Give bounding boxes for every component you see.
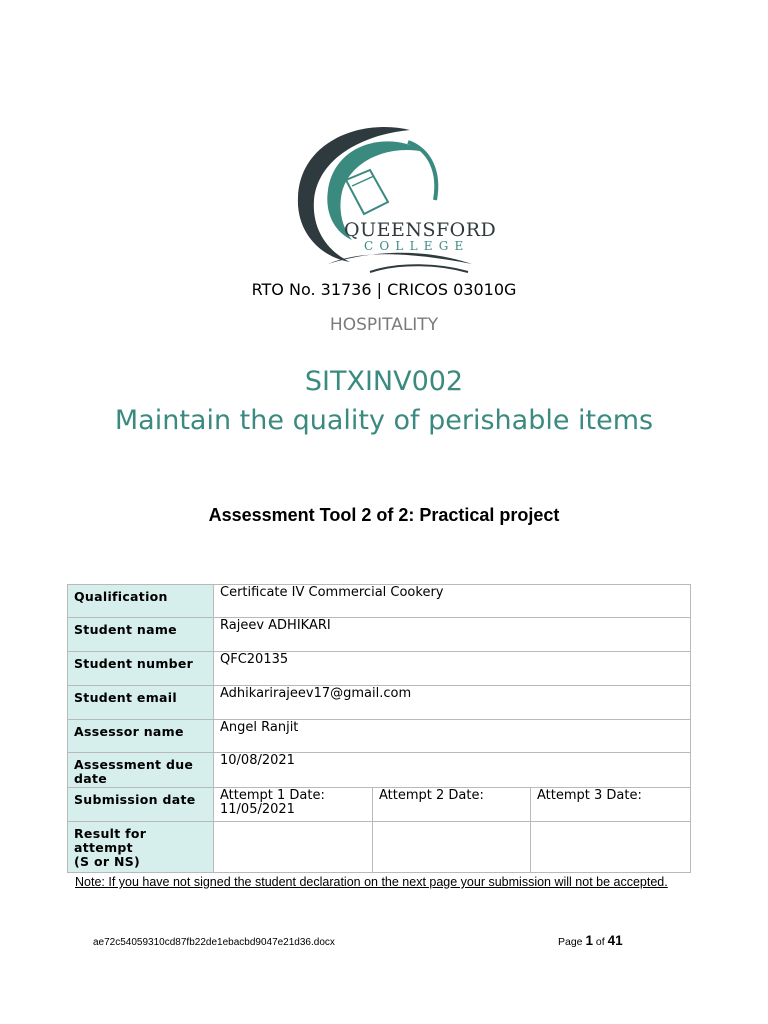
table-row xyxy=(68,618,691,652)
student-name-value: Rajeev ADHIKARI xyxy=(214,618,691,652)
attempt-3-date: Attempt 3 Date: xyxy=(531,788,691,822)
page-of: of xyxy=(595,936,605,948)
footer-filename: ae72c54059310cd87fb22de1ebacbd9047e21d36.docx xyxy=(93,937,335,948)
table-row xyxy=(68,686,691,720)
due-date-label: Assessment due date xyxy=(68,753,214,788)
submission-date-label: Submission date xyxy=(68,788,214,822)
assessor-name-value: Angel Ranjit xyxy=(214,720,691,753)
result-attempt-1 xyxy=(214,822,373,873)
attempt-2-date: Attempt 2 Date: xyxy=(373,788,531,822)
unit-title: Maintain the quality of perishable items xyxy=(114,405,654,436)
page-word: Page xyxy=(558,936,583,948)
table-row xyxy=(68,720,691,753)
result-label xyxy=(68,822,214,873)
student-number-label: Student number xyxy=(68,652,214,686)
footer-page-number xyxy=(558,933,623,948)
logo-wordmark-queensford: QUEENSFORD xyxy=(344,219,497,241)
table-row xyxy=(68,822,691,873)
student-details-table xyxy=(67,584,691,873)
table-row xyxy=(68,753,691,788)
student-number-value: QFC20135 xyxy=(214,652,691,686)
rto-number: RTO No. 31736 | CRICOS 03010G xyxy=(251,280,517,299)
college-logo xyxy=(290,122,490,277)
department-heading: HOSPITALITY xyxy=(329,315,439,335)
table-row xyxy=(68,652,691,686)
qualification-label: Qualification xyxy=(68,585,214,618)
page-total: 41 xyxy=(607,933,623,948)
attempt-1-date: Attempt 1 Date: 11/05/2021 xyxy=(214,788,373,822)
result-label-line1: Result for attempt xyxy=(74,826,147,855)
result-label-line2: (S or NS) xyxy=(74,854,141,869)
student-email-label: Student email xyxy=(68,686,214,720)
due-date-value: 10/08/2021 xyxy=(214,753,691,788)
result-attempt-2 xyxy=(373,822,531,873)
unit-code: SITXINV002 xyxy=(304,366,464,397)
student-email-value: Adhikarirajeev17@gmail.com xyxy=(214,686,691,720)
assessment-tool-heading: Assessment Tool 2 of 2: Practical project xyxy=(208,505,560,525)
logo-wordmark-college: COLLEGE xyxy=(364,239,470,253)
page-current: 1 xyxy=(585,933,593,948)
table-row xyxy=(68,788,691,822)
assessor-name-label: Assessor name xyxy=(68,720,214,753)
declaration-note: Note: If you have not signed the student declaration on the next page your submission will not be accepted. xyxy=(75,875,668,889)
student-name-label: Student name xyxy=(68,618,214,652)
qualification-value: Certificate IV Commercial Cookery xyxy=(214,585,691,618)
result-attempt-3 xyxy=(531,822,691,873)
table-row xyxy=(68,585,691,618)
logo-swirl-graphic xyxy=(290,122,490,277)
